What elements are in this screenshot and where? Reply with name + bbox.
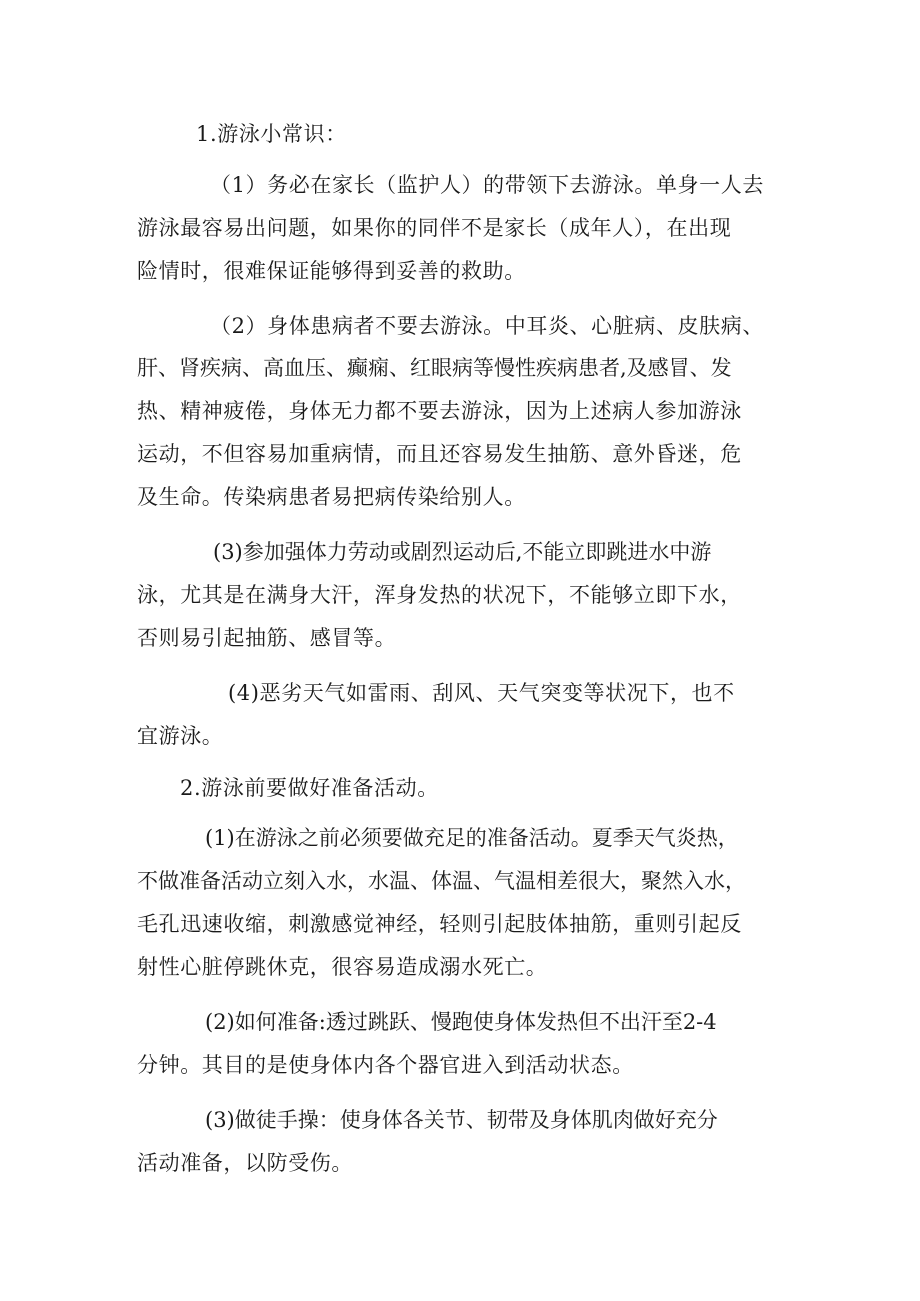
paragraph-line: 毛孔迅速收缩，刺激感觉神经，轻则引起肢体抽筋，重则引起反 [137,912,742,936]
paragraph-line: 肝、肾疾病、高血压、癫痫、红眼病等慢性疾病患者,及感冒、发 [137,356,732,380]
paragraph-line: 宜游泳。 [137,724,224,748]
paragraph-line: 不做准备活动立刻入水，水温、体温、气温相差很大，聚然入水， [137,869,746,893]
paragraph-line: 运动，不但容易加重病情，而且还容易发生抽筋、意外昏迷，危 [137,442,742,466]
paragraph-line: (3)做徒手操：使身体各关节、韧带及身体肌肉做好充分 [205,1108,718,1132]
paragraph-line: （1）务必在家长（监护人）的带领下去游泳。单身一人去 [210,173,764,197]
paragraph-line: 射性心脏停跳休克，很容易造成溺水死亡。 [137,955,548,979]
section-heading-2: 2.游泳前要做好准备活动。 [180,776,439,800]
paragraph-line: 否则易引起抽筋、感冒等。 [137,626,397,650]
paragraph-line: (2)如何准备:透过跳跃、慢跑使身体发热但不出汗至2-4 [205,1010,717,1034]
paragraph-line: 游泳最容易出问题，如果你的同伴不是家长（成年人），在出现 [137,216,732,240]
paragraph-line: 及生命。传染病患者易把病传染给别人。 [137,485,526,509]
paragraph-line: (1)在游泳之前必须要做充足的准备活动。夏季天气炎热， [205,826,739,850]
paragraph-line: 热、精神疲倦，身体无力都不要去游泳，因为上述病人参加游泳 [137,399,742,423]
paragraph-line: (3)参加强体力劳动或剧烈运动后,不能立即跳进水中游 [213,540,712,564]
paragraph-line: (4)恶劣天气如雷雨、刮风、天气突变等状况下，也不 [228,681,735,705]
paragraph-line: 活动准备，以防受伤。 [137,1151,353,1175]
paragraph-line: （2）身体患病者不要去游泳。中耳炎、心脏病、皮肤病、 [210,314,764,338]
paragraph-line: 分钟。其目的是使身体内各个器官进入到活动状态。 [137,1053,634,1077]
paragraph-line: 泳，尤其是在满身大汗，浑身发热的状况下，不能够立即下水， [137,583,742,607]
paragraph-line: 险情时，很难保证能够得到妥善的救助。 [137,259,526,283]
section-heading-1: 1.游泳小常识： [196,122,347,146]
